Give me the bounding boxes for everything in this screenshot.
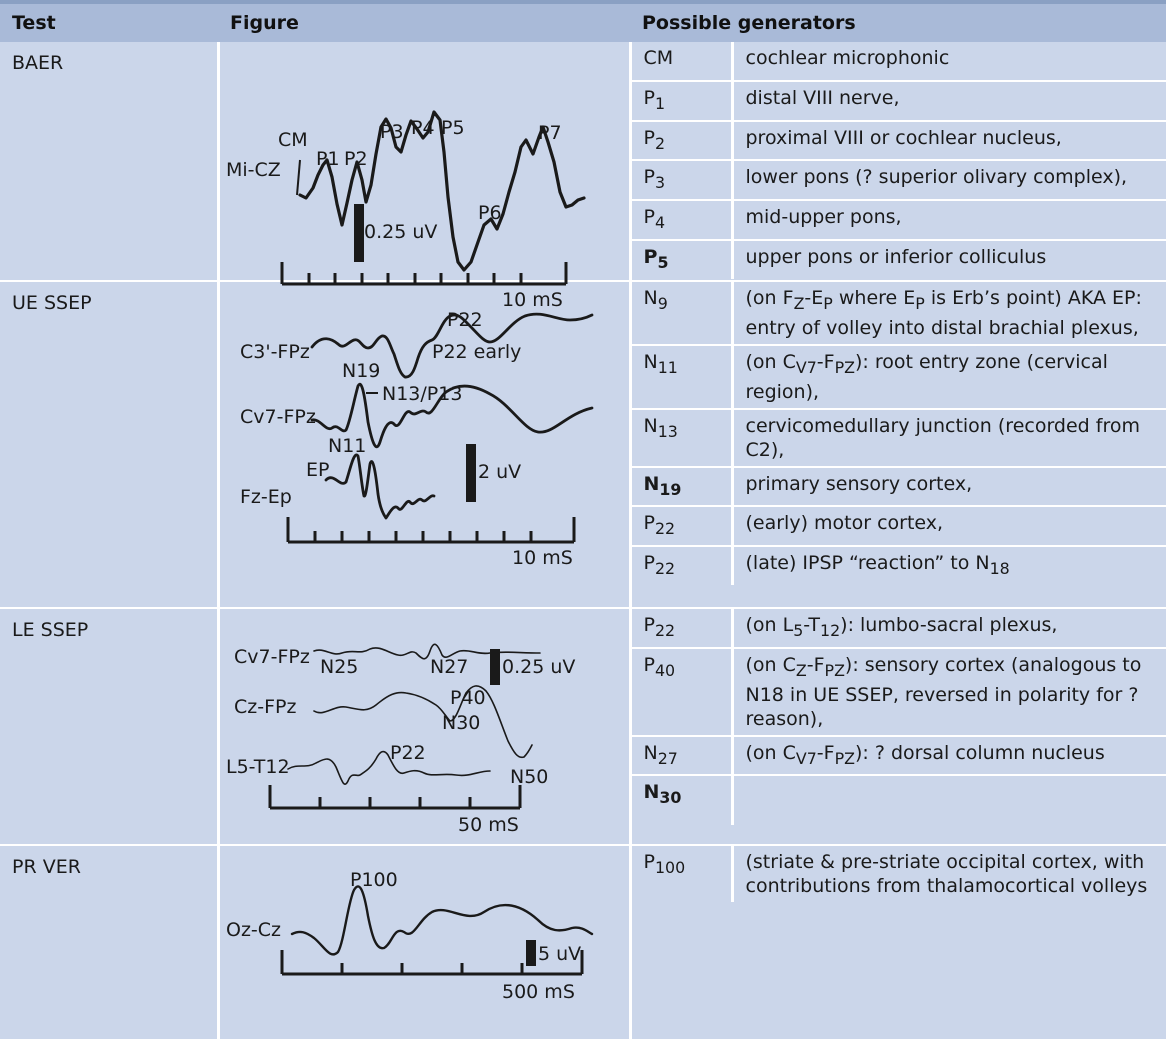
generator-symbol: $N_{19}$: [632, 467, 733, 507]
peak-label: N27: [429, 656, 468, 678]
ue-ssep-figure: [220, 282, 629, 602]
amplitude-scale-bar: [466, 444, 476, 502]
generator-row: [632, 775, 1166, 825]
generator-row: [632, 121, 1166, 161]
amplitude-scale-bar: [526, 940, 536, 966]
generator-row: [632, 160, 1166, 200]
peak-label: P1: [315, 148, 340, 170]
generator-symbol: $N_{13}$: [632, 409, 733, 467]
generators-cell: [630, 608, 1166, 845]
generator-row: [632, 282, 1166, 345]
generator-symbol: $P_1$: [632, 81, 733, 121]
generator-symbol: $P_4$: [632, 200, 733, 240]
generators-cell: [630, 42, 1166, 281]
time-axis: [288, 517, 574, 542]
le-ssep-figure: [220, 609, 629, 839]
generator-symbol: $P_{22}$: [632, 506, 733, 546]
generators-cell: [630, 281, 1166, 608]
trace-label: Cz-FPz: [233, 696, 296, 718]
peak-label: P100: [349, 869, 398, 891]
generator-symbol: $P_{40}$: [632, 648, 733, 736]
row-pr-ver: [0, 845, 1166, 1040]
generator-row: [632, 345, 1166, 409]
generator-row: [632, 200, 1166, 240]
amplitude-scale-label: 5 uV: [537, 943, 581, 965]
generator-symbol: $N_{30}$: [632, 775, 733, 825]
peak-label: P3: [379, 121, 404, 143]
generator-row: [632, 240, 1166, 279]
trace-label: Fz-Ep: [239, 486, 292, 508]
generator-description: (on $L_5-T_{12}$): lumbo-sacral plexus,: [732, 609, 1166, 648]
generator-description: mid-upper pons,: [732, 200, 1166, 240]
time-scale-label: 50 mS: [457, 814, 519, 836]
generators-list: [632, 609, 1166, 825]
header-row: [0, 4, 1166, 42]
test-name: BAER: [0, 42, 218, 281]
peak-label: N25: [319, 656, 358, 678]
amplitude-scale-bar: [354, 204, 364, 262]
peak-label: P5: [440, 117, 465, 139]
trace-label: L5-T12: [225, 756, 290, 778]
generator-row: [632, 81, 1166, 121]
time-axis: [270, 785, 520, 808]
baer-figure: [220, 42, 629, 275]
generator-symbol: $P_{22}$: [632, 609, 733, 648]
test-name: LE SSEP: [0, 608, 218, 845]
peak-label: P6: [477, 202, 502, 224]
generator-symbol: $N_9$: [632, 282, 733, 345]
generator-row: [632, 506, 1166, 546]
trace-waveform: [326, 455, 434, 518]
generator-description: primary sensory cortex,: [732, 467, 1166, 507]
generator-symbol: $P_{100}$: [632, 846, 733, 902]
generator-description: proximal VIII or cochlear nucleus,: [732, 121, 1166, 161]
generator-row: [632, 409, 1166, 467]
generator-symbol: $P_3$: [632, 160, 733, 200]
peak-label: N19: [341, 360, 380, 382]
row-baer: [0, 42, 1166, 281]
generator-symbol: $P_{22}$: [632, 546, 733, 585]
generator-description: (late) IPSP “reaction” to $N_{18}$: [732, 546, 1166, 585]
peak-label: EP: [305, 459, 329, 481]
peak-label: N50: [509, 766, 548, 788]
figure-cell: [218, 281, 630, 608]
generator-description: cervicomedullary junction (recorded from C2),: [732, 409, 1166, 467]
figure-cell: [218, 608, 630, 845]
peak-label: P7: [537, 122, 562, 144]
figure-cell: [218, 845, 630, 1040]
cm-leader-line: [297, 160, 300, 195]
generator-description: (striate & pre-striate occipital cortex, with contributions from thalamocortical volleys: [732, 846, 1166, 902]
generator-symbol: $N_{11}$: [632, 345, 733, 409]
generator-symbol: CM: [632, 42, 733, 81]
generator-symbol: $N_{27}$: [632, 736, 733, 776]
generator-row: [632, 609, 1166, 648]
peak-label: P2: [343, 148, 368, 170]
trace-label: Mi-CZ: [225, 159, 281, 181]
peak-label: N13/P13: [381, 383, 462, 405]
pr-ver-figure: [220, 846, 629, 1034]
generator-row: [632, 648, 1166, 736]
peak-label: N11: [327, 435, 366, 457]
peak-label: CM: [277, 129, 308, 151]
generator-description: upper pons or inferior colliculus: [732, 240, 1166, 279]
generator-description: [732, 775, 1166, 825]
row-ue-ssep: [0, 281, 1166, 608]
generators-list: [632, 846, 1166, 902]
test-name: PR VER: [0, 845, 218, 1040]
generator-description: cochlear microphonic: [732, 42, 1166, 81]
amplitude-scale-label: 0.25 uV: [363, 221, 437, 243]
generator-description: (on $C_{V7}-F_{PZ}$): root entry zone (cervical region),: [732, 345, 1166, 409]
generator-symbol: $P_2$: [632, 121, 733, 161]
time-scale-label: 10 mS: [511, 547, 573, 569]
trace-label: Oz-Cz: [225, 919, 281, 941]
generators-list: [632, 282, 1166, 585]
generator-description: (on $F_Z-E_P$ where $E_P$ is Erb’s point) AKA EP: entry of volley into distal brachial plexus,: [732, 282, 1166, 345]
generator-description: (on $C_{V7}-F_{PZ}$): ? dorsal column nucleus: [732, 736, 1166, 776]
trace-label: Cv7-FPz: [233, 646, 310, 668]
generator-description: (early) motor cortex,: [732, 506, 1166, 546]
peak-label: P22: [446, 309, 483, 331]
trace-waveform: [288, 752, 490, 785]
generator-symbol: $P_5$: [632, 240, 733, 279]
evoked-potentials-table: [0, 4, 1166, 1041]
generator-row: [632, 42, 1166, 81]
amplitude-scale-label: 0.25 uV: [501, 656, 575, 678]
generator-description: lower pons (? superior olivary complex),: [732, 160, 1166, 200]
time-scale-label: 500 mS: [501, 981, 575, 1003]
generators-list: [632, 42, 1166, 279]
generator-description: (on $C_Z-F_{PZ}$): sensory cortex (analogous to N18 in UE SSEP, reversed in polarity for ? reason),: [732, 648, 1166, 736]
peak-label: P40: [449, 687, 486, 709]
generator-row: [632, 467, 1166, 507]
figure-cell: [218, 42, 630, 281]
generators-cell: [630, 845, 1166, 1040]
peak-label: N30: [441, 712, 480, 734]
test-name: UE SSEP: [0, 281, 218, 608]
generator-row: [632, 846, 1166, 902]
header-generators: Possible generators: [630, 4, 1166, 42]
generator-row: [632, 546, 1166, 585]
amplitude-scale-label: 2 uV: [477, 461, 521, 483]
generator-row: [632, 736, 1166, 776]
header-figure: Figure: [218, 4, 630, 42]
row-le-ssep: [0, 608, 1166, 845]
header-test: Test: [0, 4, 218, 42]
peak-label: P4: [410, 117, 435, 139]
time-axis: [282, 950, 582, 974]
amplitude-scale-bar: [490, 649, 500, 685]
peak-label: P22: [389, 742, 426, 764]
generator-description: distal VIII nerve,: [732, 81, 1166, 121]
trace-label: C3'-FPz: [239, 341, 310, 363]
peak-label: P22 early: [431, 341, 521, 363]
trace-label: Cv7-FPz: [239, 406, 316, 428]
